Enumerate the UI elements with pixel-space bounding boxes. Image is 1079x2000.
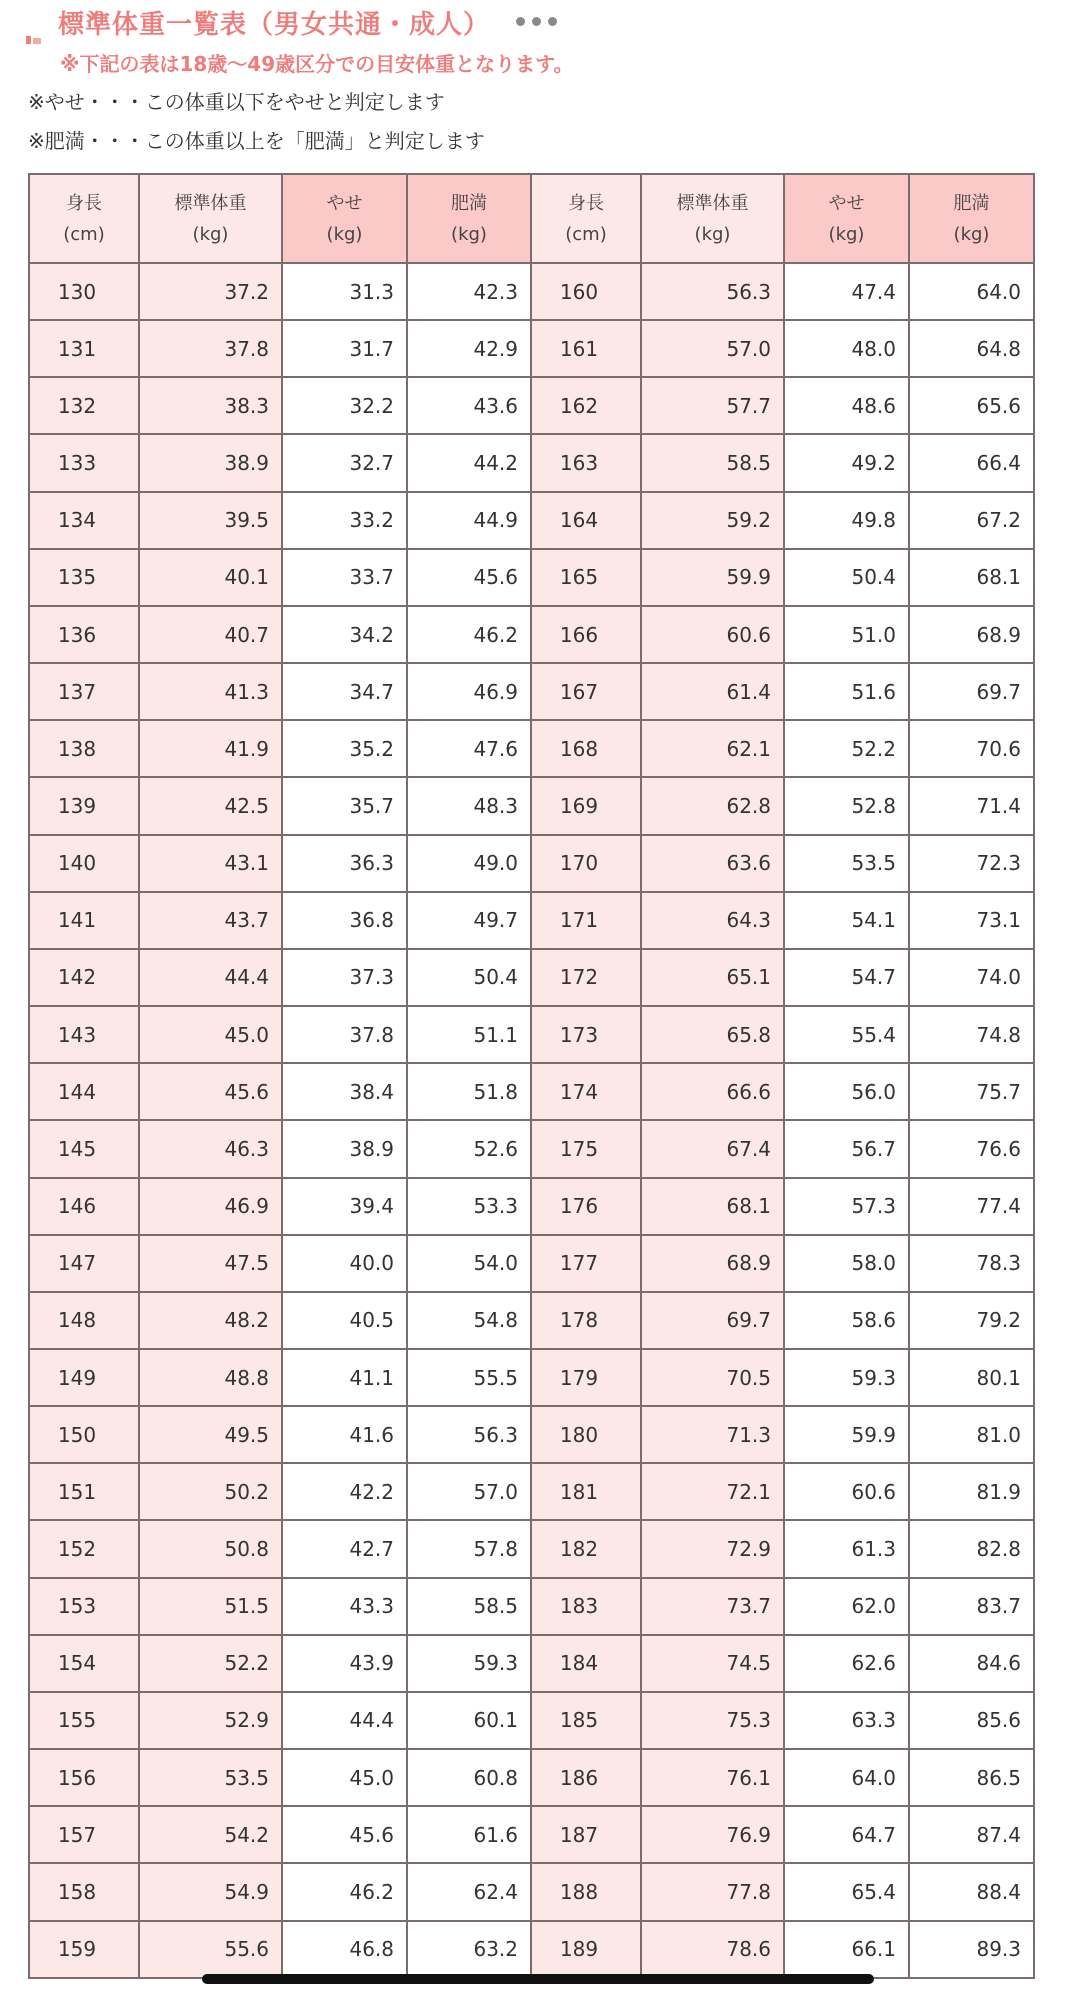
- cell-underweight: 36.3: [282, 835, 407, 892]
- cell-standard-weight: 69.7: [641, 1292, 784, 1349]
- cell-standard-weight: 65.8: [641, 1006, 784, 1063]
- cell-standard-weight: 38.3: [139, 377, 282, 434]
- cell-underweight: 49.8: [784, 492, 909, 549]
- cell-underweight: 50.4: [784, 549, 909, 606]
- cell-height: 149: [29, 1349, 139, 1406]
- table-row: [29, 606, 1034, 663]
- cell-underweight: 45.0: [282, 1749, 407, 1806]
- cell-standard-weight: 58.5: [641, 434, 784, 491]
- cell-height: 140: [29, 835, 139, 892]
- cell-underweight: 60.6: [784, 1463, 909, 1520]
- cell-standard-weight: 41.3: [139, 663, 282, 720]
- cell-standard-weight: 73.7: [641, 1578, 784, 1635]
- cell-standard-weight: 54.2: [139, 1806, 282, 1863]
- cell-obesity: 84.6: [909, 1635, 1034, 1692]
- cell-obesity: 54.0: [407, 1235, 531, 1292]
- cell-height: 159: [29, 1921, 139, 1978]
- cell-height: 143: [29, 1006, 139, 1063]
- cell-height: 167: [531, 663, 641, 720]
- cell-underweight: 62.0: [784, 1578, 909, 1635]
- cell-standard-weight: 66.6: [641, 1063, 784, 1120]
- table-row: [29, 1120, 1034, 1177]
- cell-height: 141: [29, 892, 139, 949]
- cell-obesity: 82.8: [909, 1520, 1034, 1577]
- table-row: [29, 492, 1034, 549]
- cell-height: 164: [531, 492, 641, 549]
- cell-underweight: 43.9: [282, 1635, 407, 1692]
- cell-standard-weight: 52.2: [139, 1635, 282, 1692]
- cell-height: 144: [29, 1063, 139, 1120]
- table-body: [29, 263, 1034, 1978]
- cell-height: 142: [29, 949, 139, 1006]
- cell-standard-weight: 41.9: [139, 720, 282, 777]
- cell-obesity: 46.9: [407, 663, 531, 720]
- cell-underweight: 51.0: [784, 606, 909, 663]
- cell-standard-weight: 55.6: [139, 1921, 282, 1978]
- cell-height: 135: [29, 549, 139, 606]
- cell-obesity: 81.0: [909, 1406, 1034, 1463]
- cell-height: 163: [531, 434, 641, 491]
- cell-height: 185: [531, 1692, 641, 1749]
- table-row: [29, 1921, 1034, 1978]
- cell-standard-weight: 37.8: [139, 320, 282, 377]
- cell-standard-weight: 65.1: [641, 949, 784, 1006]
- table-row: [29, 949, 1034, 1006]
- cell-height: 153: [29, 1578, 139, 1635]
- cell-standard-weight: 44.4: [139, 949, 282, 1006]
- cell-obesity: 81.9: [909, 1463, 1034, 1520]
- cell-underweight: 34.2: [282, 606, 407, 663]
- cell-obesity: 43.6: [407, 377, 531, 434]
- cell-obesity: 42.3: [407, 263, 531, 320]
- cell-height: 138: [29, 720, 139, 777]
- underweight-note: ※やせ・・・この体重以下をやせと判定します: [28, 90, 445, 114]
- cell-standard-weight: 74.5: [641, 1635, 784, 1692]
- cell-underweight: 31.7: [282, 320, 407, 377]
- cell-underweight: 61.3: [784, 1520, 909, 1577]
- table-row: [29, 777, 1034, 834]
- cell-height: 146: [29, 1178, 139, 1235]
- cell-obesity: 58.5: [407, 1578, 531, 1635]
- cell-obesity: 75.7: [909, 1063, 1034, 1120]
- cell-height: 178: [531, 1292, 641, 1349]
- header-obesity: 肥満 (kg): [407, 174, 531, 263]
- cell-standard-weight: 78.6: [641, 1921, 784, 1978]
- cell-obesity: 72.3: [909, 835, 1034, 892]
- cell-height: 186: [531, 1749, 641, 1806]
- cell-height: 187: [531, 1806, 641, 1863]
- cell-standard-weight: 70.5: [641, 1349, 784, 1406]
- cell-obesity: 88.4: [909, 1863, 1034, 1920]
- cell-underweight: 41.1: [282, 1349, 407, 1406]
- cell-underweight: 40.0: [282, 1235, 407, 1292]
- cell-height: 136: [29, 606, 139, 663]
- cell-underweight: 35.2: [282, 720, 407, 777]
- table-row: [29, 377, 1034, 434]
- cell-obesity: 86.5: [909, 1749, 1034, 1806]
- obesity-note: ※肥満・・・この体重以上を「肥満」と判定します: [28, 129, 485, 153]
- table-row: [29, 1292, 1034, 1349]
- cell-standard-weight: 40.1: [139, 549, 282, 606]
- cell-obesity: 51.8: [407, 1063, 531, 1120]
- cell-height: 160: [531, 263, 641, 320]
- cell-underweight: 57.3: [784, 1178, 909, 1235]
- cell-obesity: 60.8: [407, 1749, 531, 1806]
- page-title: 標準体重一覧表（男女共通・成人）: [58, 10, 491, 40]
- cell-height: 173: [531, 1006, 641, 1063]
- cell-height: 161: [531, 320, 641, 377]
- cell-standard-weight: 48.8: [139, 1349, 282, 1406]
- cell-standard-weight: 51.5: [139, 1578, 282, 1635]
- table-row: [29, 549, 1034, 606]
- cell-underweight: 43.3: [282, 1578, 407, 1635]
- table-row: [29, 892, 1034, 949]
- cell-obesity: 61.6: [407, 1806, 531, 1863]
- cell-obesity: 55.5: [407, 1349, 531, 1406]
- cell-underweight: 32.2: [282, 377, 407, 434]
- table-row: [29, 1520, 1034, 1577]
- cell-height: 152: [29, 1520, 139, 1577]
- cell-height: 154: [29, 1635, 139, 1692]
- cell-obesity: 64.8: [909, 320, 1034, 377]
- cell-height: 170: [531, 835, 641, 892]
- cell-obesity: 67.2: [909, 492, 1034, 549]
- header-height-cm: 身長 (cm): [531, 174, 641, 263]
- cell-underweight: 36.8: [282, 892, 407, 949]
- cell-standard-weight: 54.9: [139, 1863, 282, 1920]
- cell-standard-weight: 39.5: [139, 492, 282, 549]
- cell-height: 177: [531, 1235, 641, 1292]
- cell-height: 184: [531, 1635, 641, 1692]
- cell-height: 174: [531, 1063, 641, 1120]
- cell-standard-weight: 76.9: [641, 1806, 784, 1863]
- cell-height: 168: [531, 720, 641, 777]
- cell-obesity: 76.6: [909, 1120, 1034, 1177]
- cell-obesity: 45.6: [407, 549, 531, 606]
- cell-standard-weight: 38.9: [139, 434, 282, 491]
- cell-obesity: 68.1: [909, 549, 1034, 606]
- cell-standard-weight: 48.2: [139, 1292, 282, 1349]
- cell-obesity: 52.6: [407, 1120, 531, 1177]
- cell-obesity: 44.2: [407, 434, 531, 491]
- cell-height: 145: [29, 1120, 139, 1177]
- cell-standard-weight: 50.2: [139, 1463, 282, 1520]
- table-row: [29, 1063, 1034, 1120]
- cell-height: 169: [531, 777, 641, 834]
- cell-underweight: 33.7: [282, 549, 407, 606]
- table-row: [29, 1235, 1034, 1292]
- cell-standard-weight: 60.6: [641, 606, 784, 663]
- cell-standard-weight: 42.5: [139, 777, 282, 834]
- header-standard-weight: 標準体重 (kg): [139, 174, 282, 263]
- cell-obesity: 47.6: [407, 720, 531, 777]
- cell-standard-weight: 47.5: [139, 1235, 282, 1292]
- cell-height: 155: [29, 1692, 139, 1749]
- cell-underweight: 55.4: [784, 1006, 909, 1063]
- cell-standard-weight: 77.8: [641, 1863, 784, 1920]
- cell-height: 158: [29, 1863, 139, 1920]
- cell-obesity: 59.3: [407, 1635, 531, 1692]
- home-indicator[interactable]: [202, 1974, 874, 1984]
- cell-standard-weight: 57.7: [641, 377, 784, 434]
- cell-underweight: 48.0: [784, 320, 909, 377]
- cell-height: 171: [531, 892, 641, 949]
- page-header: [0, 0, 1079, 165]
- table-row: [29, 663, 1034, 720]
- cell-underweight: 56.0: [784, 1063, 909, 1120]
- cell-underweight: 62.6: [784, 1635, 909, 1692]
- cell-obesity: 60.1: [407, 1692, 531, 1749]
- cell-obesity: 87.4: [909, 1806, 1034, 1863]
- table-row: [29, 320, 1034, 377]
- cell-height: 150: [29, 1406, 139, 1463]
- cell-height: 137: [29, 663, 139, 720]
- cell-obesity: 63.2: [407, 1921, 531, 1978]
- cell-height: 131: [29, 320, 139, 377]
- cell-obesity: 53.3: [407, 1178, 531, 1235]
- table-row: [29, 835, 1034, 892]
- cell-height: 188: [531, 1863, 641, 1920]
- cell-standard-weight: 57.0: [641, 320, 784, 377]
- cell-standard-weight: 76.1: [641, 1749, 784, 1806]
- cell-standard-weight: 61.4: [641, 663, 784, 720]
- cell-height: 156: [29, 1749, 139, 1806]
- cell-obesity: 89.3: [909, 1921, 1034, 1978]
- cell-underweight: 44.4: [282, 1692, 407, 1749]
- cell-height: 181: [531, 1463, 641, 1520]
- cell-obesity: 77.4: [909, 1178, 1034, 1235]
- heading-marker-icon: [26, 36, 42, 46]
- table-row: [29, 263, 1034, 320]
- cell-standard-weight: 63.6: [641, 835, 784, 892]
- cell-underweight: 39.4: [282, 1178, 407, 1235]
- cell-underweight: 33.2: [282, 492, 407, 549]
- cell-obesity: 49.0: [407, 835, 531, 892]
- cell-standard-weight: 64.3: [641, 892, 784, 949]
- cell-underweight: 63.3: [784, 1692, 909, 1749]
- table-row: [29, 1578, 1034, 1635]
- cell-obesity: 57.8: [407, 1520, 531, 1577]
- cell-obesity: 73.1: [909, 892, 1034, 949]
- header-underweight: やせ (kg): [282, 174, 407, 263]
- cell-obesity: 74.0: [909, 949, 1034, 1006]
- cell-underweight: 32.7: [282, 434, 407, 491]
- cell-obesity: 54.8: [407, 1292, 531, 1349]
- cell-underweight: 34.7: [282, 663, 407, 720]
- header-underweight: やせ (kg): [784, 174, 909, 263]
- cell-standard-weight: 71.3: [641, 1406, 784, 1463]
- cell-underweight: 41.6: [282, 1406, 407, 1463]
- cell-height: 151: [29, 1463, 139, 1520]
- cell-standard-weight: 62.1: [641, 720, 784, 777]
- cell-obesity: 69.7: [909, 663, 1034, 720]
- cell-height: 157: [29, 1806, 139, 1863]
- cell-underweight: 64.0: [784, 1749, 909, 1806]
- cell-standard-weight: 46.3: [139, 1120, 282, 1177]
- cell-standard-weight: 72.1: [641, 1463, 784, 1520]
- cell-standard-weight: 68.9: [641, 1235, 784, 1292]
- cell-height: 133: [29, 434, 139, 491]
- cell-standard-weight: 62.8: [641, 777, 784, 834]
- cell-standard-weight: 40.7: [139, 606, 282, 663]
- cell-height: 179: [531, 1349, 641, 1406]
- cell-height: 134: [29, 492, 139, 549]
- cell-obesity: 49.7: [407, 892, 531, 949]
- table-row: [29, 1006, 1034, 1063]
- cell-standard-weight: 45.6: [139, 1063, 282, 1120]
- cell-underweight: 58.0: [784, 1235, 909, 1292]
- cell-underweight: 54.1: [784, 892, 909, 949]
- table-row: [29, 1635, 1034, 1692]
- cell-obesity: 62.4: [407, 1863, 531, 1920]
- cell-obesity: 42.9: [407, 320, 531, 377]
- cell-standard-weight: 59.2: [641, 492, 784, 549]
- cell-standard-weight: 59.9: [641, 549, 784, 606]
- cell-standard-weight: 53.5: [139, 1749, 282, 1806]
- table-row: [29, 1749, 1034, 1806]
- cell-height: 166: [531, 606, 641, 663]
- cell-standard-weight: 50.8: [139, 1520, 282, 1577]
- header-obesity: 肥満 (kg): [909, 174, 1034, 263]
- table-row: [29, 1463, 1034, 1520]
- cell-underweight: 59.3: [784, 1349, 909, 1406]
- cell-underweight: 37.8: [282, 1006, 407, 1063]
- cell-obesity: 44.9: [407, 492, 531, 549]
- cell-standard-weight: 37.2: [139, 263, 282, 320]
- cell-obesity: 64.0: [909, 263, 1034, 320]
- cell-underweight: 45.6: [282, 1806, 407, 1863]
- cell-height: 147: [29, 1235, 139, 1292]
- cell-standard-weight: 43.7: [139, 892, 282, 949]
- cell-height: 139: [29, 777, 139, 834]
- cell-underweight: 42.7: [282, 1520, 407, 1577]
- table-scope-note: ※下記の表は18歳〜49歳区分での目安体重となります。: [60, 52, 574, 76]
- cell-standard-weight: 43.1: [139, 835, 282, 892]
- cell-standard-weight: 52.9: [139, 1692, 282, 1749]
- cell-obesity: 48.3: [407, 777, 531, 834]
- cell-underweight: 65.4: [784, 1863, 909, 1920]
- table-row: [29, 1406, 1034, 1463]
- cell-underweight: 54.7: [784, 949, 909, 1006]
- header-standard-weight: 標準体重 (kg): [641, 174, 784, 263]
- cell-underweight: 51.6: [784, 663, 909, 720]
- table-row: [29, 1863, 1034, 1920]
- cell-height: 132: [29, 377, 139, 434]
- table-row: [29, 720, 1034, 777]
- cell-standard-weight: 67.4: [641, 1120, 784, 1177]
- cell-obesity: 57.0: [407, 1463, 531, 1520]
- cell-height: 175: [531, 1120, 641, 1177]
- cell-obesity: 85.6: [909, 1692, 1034, 1749]
- cell-underweight: 42.2: [282, 1463, 407, 1520]
- cell-standard-weight: 45.0: [139, 1006, 282, 1063]
- cell-standard-weight: 56.3: [641, 263, 784, 320]
- cell-underweight: 52.2: [784, 720, 909, 777]
- cell-underweight: 31.3: [282, 263, 407, 320]
- cell-standard-weight: 72.9: [641, 1520, 784, 1577]
- cell-underweight: 37.3: [282, 949, 407, 1006]
- cell-height: 182: [531, 1520, 641, 1577]
- cell-underweight: 35.7: [282, 777, 407, 834]
- header-height-cm: 身長 (cm): [29, 174, 139, 263]
- cell-obesity: 66.4: [909, 434, 1034, 491]
- cell-underweight: 49.2: [784, 434, 909, 491]
- cell-standard-weight: 68.1: [641, 1178, 784, 1235]
- cell-underweight: 56.7: [784, 1120, 909, 1177]
- cell-underweight: 38.9: [282, 1120, 407, 1177]
- cell-height: 180: [531, 1406, 641, 1463]
- cell-underweight: 52.8: [784, 777, 909, 834]
- cell-standard-weight: 49.5: [139, 1406, 282, 1463]
- cell-underweight: 40.5: [282, 1292, 407, 1349]
- table-row: [29, 1692, 1034, 1749]
- cell-underweight: 48.6: [784, 377, 909, 434]
- cell-obesity: 74.8: [909, 1006, 1034, 1063]
- cell-underweight: 66.1: [784, 1921, 909, 1978]
- cell-height: 148: [29, 1292, 139, 1349]
- cell-obesity: 70.6: [909, 720, 1034, 777]
- cell-underweight: 53.5: [784, 835, 909, 892]
- cell-underweight: 64.7: [784, 1806, 909, 1863]
- cell-obesity: 78.3: [909, 1235, 1034, 1292]
- cell-underweight: 46.8: [282, 1921, 407, 1978]
- cell-obesity: 46.2: [407, 606, 531, 663]
- cell-standard-weight: 75.3: [641, 1692, 784, 1749]
- cell-obesity: 83.7: [909, 1578, 1034, 1635]
- cell-obesity: 79.2: [909, 1292, 1034, 1349]
- table-row: [29, 1806, 1034, 1863]
- cell-obesity: 50.4: [407, 949, 531, 1006]
- cell-height: 176: [531, 1178, 641, 1235]
- standard-weight-table: [28, 173, 1035, 1979]
- cell-underweight: 58.6: [784, 1292, 909, 1349]
- more-horizontal-icon[interactable]: [516, 17, 560, 27]
- cell-obesity: 71.4: [909, 777, 1034, 834]
- cell-underweight: 47.4: [784, 263, 909, 320]
- cell-height: 183: [531, 1578, 641, 1635]
- table-header-row: [29, 174, 1034, 263]
- table-row: [29, 1178, 1034, 1235]
- cell-obesity: 80.1: [909, 1349, 1034, 1406]
- cell-height: 172: [531, 949, 641, 1006]
- cell-height: 130: [29, 263, 139, 320]
- cell-height: 165: [531, 549, 641, 606]
- table-row: [29, 434, 1034, 491]
- cell-obesity: 65.6: [909, 377, 1034, 434]
- cell-obesity: 56.3: [407, 1406, 531, 1463]
- cell-underweight: 38.4: [282, 1063, 407, 1120]
- cell-height: 162: [531, 377, 641, 434]
- cell-underweight: 59.9: [784, 1406, 909, 1463]
- cell-height: 189: [531, 1921, 641, 1978]
- cell-obesity: 51.1: [407, 1006, 531, 1063]
- table-row: [29, 1349, 1034, 1406]
- cell-standard-weight: 46.9: [139, 1178, 282, 1235]
- cell-obesity: 68.9: [909, 606, 1034, 663]
- cell-underweight: 46.2: [282, 1863, 407, 1920]
